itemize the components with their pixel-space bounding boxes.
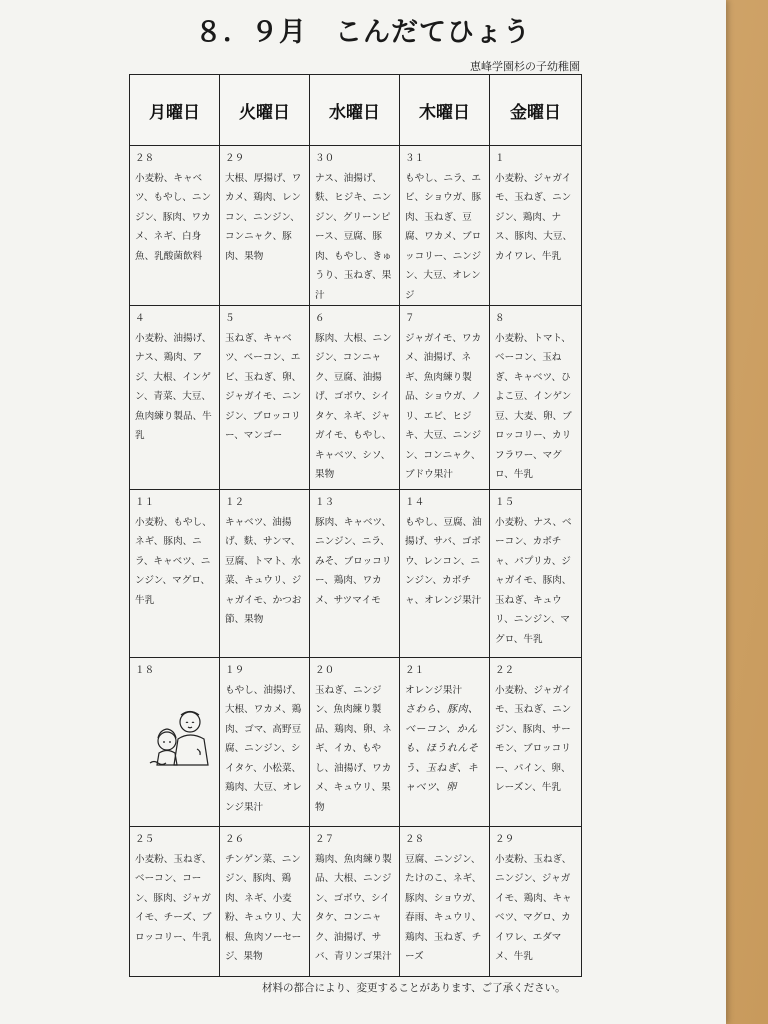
- day-cell: [310, 490, 400, 658]
- weekday-header: 水曜日: [310, 75, 400, 146]
- ingredients-text: 小麦粉、ジャガイモ、玉ねぎ、ニンジン、豚肉、サーモン、ブロッコリー、パイン、卵、レーズン、牛乳: [495, 684, 572, 793]
- day-number: １２: [225, 497, 245, 508]
- ingredients-text: ジャガイモ、ワカメ、油揚げ、ネギ、魚肉練り製品、ショウガ、ノリ、エビ、ヒジキ、大豆、ニンジン、コンニャク、ブドウ果汁: [405, 332, 482, 480]
- weekday-header-row: [130, 75, 582, 146]
- day-cell: [130, 827, 220, 977]
- day-cell: [400, 306, 490, 490]
- ingredients-text: ナス、油揚げ、麩、ヒジキ、ニンジン、グリーンピース、豆腐、豚肉、もやし、きゅうり、玉ねぎ、果汁: [315, 172, 392, 301]
- ingredients-text: 豚肉、大根、ニンジン、コンニャク、豆腐、油揚げ、ゴボウ、シイタケ、ネギ、ジャガイモ、もやし、キャベツ、シソ、果物: [315, 332, 392, 480]
- day-cell: [220, 146, 310, 306]
- day-cell: [130, 658, 220, 827]
- ingredients-text: もやし、ニラ、エビ、ショウガ、豚肉、玉ねぎ、豆腐、ワカメ、ブロッコリー、ニンジン、大豆、オレンジ: [405, 172, 482, 301]
- holiday-cell: [135, 661, 216, 826]
- week-row: [130, 658, 582, 827]
- day-cell: [220, 658, 310, 827]
- day-number: ８: [495, 313, 505, 324]
- ingredients-text: 大根、厚揚げ、ワカメ、鶏肉、レンコン、ニンジン、コンニャク、豚肉、果物: [225, 172, 302, 262]
- day-cell: [310, 658, 400, 827]
- day-number: ２８: [405, 834, 425, 845]
- day-cell: [490, 306, 582, 490]
- weekday-header: 月曜日: [130, 75, 220, 146]
- day-cell: [130, 490, 220, 658]
- ingredients-text: 小麦粉、玉ねぎ、ニンジン、ジャガイモ、鶏肉、キャベツ、マグロ、カイワレ、エダマメ、牛乳: [495, 853, 572, 962]
- day-cell: [490, 490, 582, 658]
- week-row: [130, 490, 582, 658]
- ingredients-text: もやし、油揚げ、大根、ワカメ、鶏肉、ゴマ、高野豆腐、ニンジン、シイタケ、小松菜、鶏肉、大豆、オレンジ果汁: [225, 684, 302, 813]
- school-name: 恵峰学園杉の子幼稚園: [470, 60, 580, 73]
- day-number: １８: [135, 665, 155, 676]
- day-number: １５: [495, 497, 515, 508]
- day-cell: [490, 827, 582, 977]
- day-cell: [310, 146, 400, 306]
- day-cell: [310, 827, 400, 977]
- day-number: １４: [405, 497, 425, 508]
- day-cell: [400, 827, 490, 977]
- day-number: ３０: [315, 153, 335, 164]
- day-cell: [220, 490, 310, 658]
- ingredients-text: 小麦粉、もやし、ネギ、豚肉、ニラ、キャベツ、ニンジン、マグロ、牛乳: [135, 516, 212, 606]
- day-number: ６: [315, 313, 325, 324]
- ingredients-text: チンゲン菜、ニンジン、豚肉、鶏肉、ネギ、小麦粉、キュウリ、大根、魚肉ソーセージ、果物: [225, 853, 302, 962]
- day-number: １９: [225, 665, 245, 676]
- week-row: [130, 146, 582, 306]
- day-cell: [130, 306, 220, 490]
- weekday-header: 火曜日: [220, 75, 310, 146]
- ingredients-text: 玉ねぎ、キャベツ、ベーコン、エビ、玉ねぎ、卵、ジャガイモ、ニンジン、ブロッコリー、マンゴー: [225, 332, 302, 441]
- day-number: ２６: [225, 834, 245, 845]
- ingredients-text: 豆腐、ニンジン、たけのこ、ネギ、豚肉、ショウガ、春雨、キュウリ、鶏肉、玉ねぎ、チーズ: [405, 853, 482, 962]
- day-cell: [130, 146, 220, 306]
- day-number: ４: [135, 313, 145, 324]
- day-number: ２９: [495, 834, 515, 845]
- week-row: [130, 306, 582, 490]
- ingredients-text: オレンジ果汁: [405, 684, 463, 696]
- day-number: １３: [315, 497, 335, 508]
- day-number: ２２: [495, 665, 515, 676]
- day-number: ３１: [405, 153, 425, 164]
- day-number: ７: [405, 313, 415, 324]
- ingredients-text: 小麦粉、ナス、ベーコン、カボチャ、パプリカ、ジャガイモ、豚肉、玉ねぎ、キュウリ、ニンジン、マグロ、牛乳: [495, 516, 572, 645]
- ingredients-text: 小麦粉、ジャガイモ、玉ねぎ、ニンジン、鶏肉、ナス、豚肉、大豆、カイワレ、牛乳: [495, 172, 573, 262]
- day-cell: [400, 490, 490, 658]
- page-title: ８．９月 こんだてひょう: [195, 17, 531, 48]
- grandparent-child-illustration: [145, 705, 217, 771]
- day-cell: [490, 146, 582, 306]
- ingredients-text: キャベツ、油揚げ、麩、サンマ、豆腐、トマト、水菜、キュウリ、ジャガイモ、かつお節、果物: [225, 516, 302, 625]
- day-cell: [310, 306, 400, 490]
- ingredients-text: 小麦粉、トマト、ベーコン、玉ねぎ、キャベツ、ひよこ豆、インゲン豆、大麦、卵、ブロッコリー、カリフラワー、マグロ、牛乳: [495, 332, 572, 480]
- ingredients-text: もやし、豆腐、油揚げ、サバ、ゴボウ、レンコン、ニンジン、カボチャ、オレンジ果汁: [405, 516, 482, 606]
- day-number: １１: [135, 497, 155, 508]
- handwritten-note: さわら、豚肉、ベーコン、かんも、ほうれんそう、玉ねぎ、キャベツ、卵: [405, 704, 479, 793]
- day-number: ２０: [315, 665, 335, 676]
- weekday-header: 木曜日: [400, 75, 490, 146]
- day-cell: [220, 827, 310, 977]
- footer-note: 材料の都合により、変更することがあります、ご了承ください。: [262, 982, 566, 994]
- day-cell: [220, 306, 310, 490]
- day-number: １: [495, 153, 505, 164]
- ingredients-text: 豚肉、キャベツ、ニンジン、ニラ、みそ、ブロッコリー、鶏肉、ワカメ、サツマイモ: [315, 516, 392, 606]
- ingredients-text: 小麦粉、油揚げ、ナス、鶏肉、アジ、大根、インゲン、青菜、大豆、魚肉練り製品、牛乳: [135, 332, 212, 441]
- ingredients-text: 鶏肉、魚肉練り製品、大根、ニンジン、ゴボウ、シイタケ、コンニャク、油揚げ、サバ、青リンゴ果汁: [315, 853, 392, 962]
- day-cell: [490, 658, 582, 827]
- day-number: ２８: [135, 153, 155, 164]
- week-row: [130, 827, 582, 977]
- menu-calendar-table: [129, 74, 582, 977]
- day-cell: [400, 658, 490, 827]
- ingredients-text: 小麦粉、玉ねぎ、ベーコン、コーン、豚肉、ジャガイモ、チーズ、ブロッコリー、牛乳: [135, 853, 212, 943]
- ingredients-text: 玉ねぎ、ニンジン、魚肉練り製品、鶏肉、卵、ネギ、イカ、もやし、油揚げ、ワカメ、キュウリ、果物: [315, 684, 392, 813]
- ingredients-text: 小麦粉、キャベツ、もやし、ニンジン、豚肉、ワカメ、ネギ、白身魚、乳酸菌飲料: [135, 172, 212, 262]
- day-number: ２９: [225, 153, 245, 164]
- day-cell: [400, 146, 490, 306]
- day-number: ２５: [135, 834, 155, 845]
- weekday-header: 金曜日: [490, 75, 582, 146]
- day-number: ２７: [315, 834, 335, 845]
- day-number: ２１: [405, 665, 425, 676]
- day-number: ５: [225, 313, 235, 324]
